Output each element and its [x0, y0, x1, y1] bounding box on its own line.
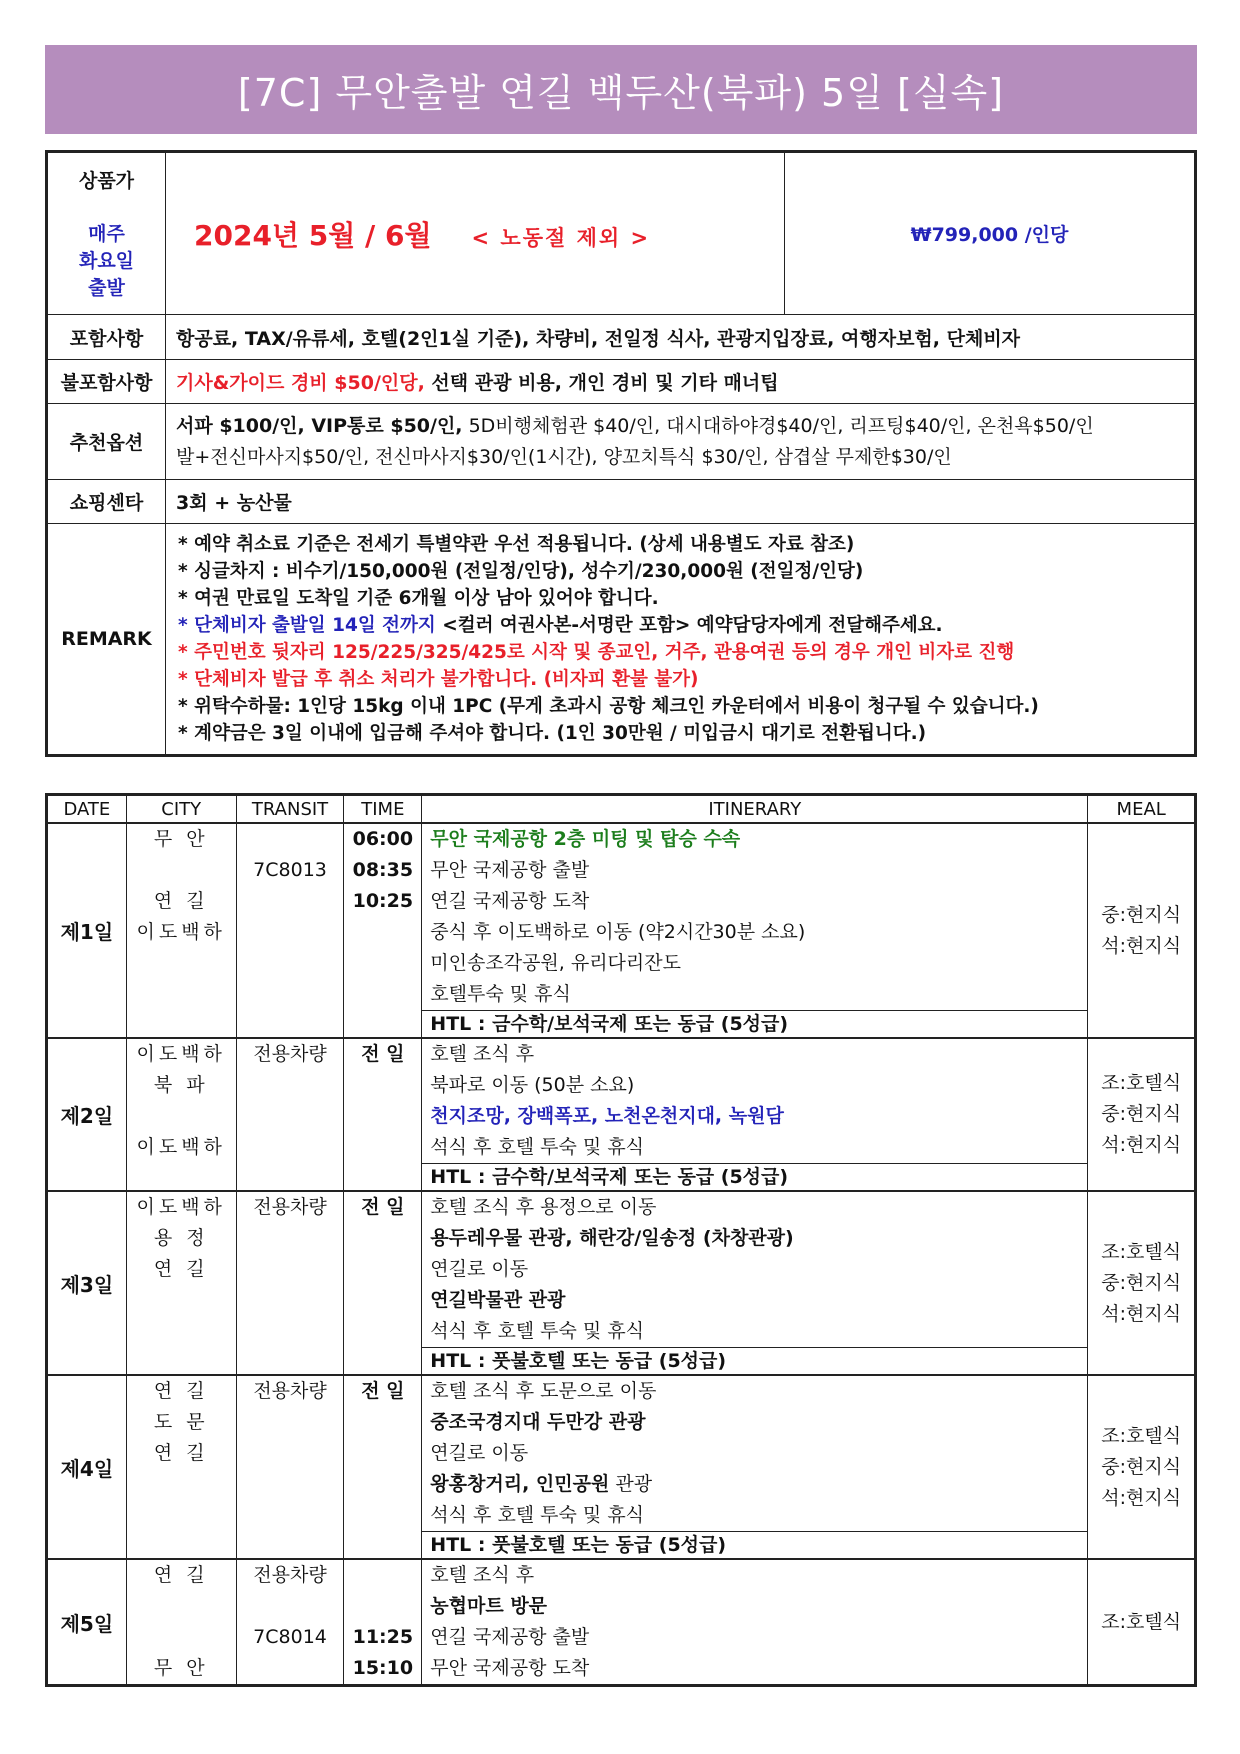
meal-item: 중:현지식 — [1101, 1455, 1182, 1478]
transit — [237, 1132, 344, 1163]
city — [127, 855, 236, 886]
transit — [237, 1223, 344, 1254]
transit: 전용차량 — [253, 1196, 327, 1218]
transit — [237, 948, 344, 979]
transit: 전용차량 — [253, 1564, 327, 1586]
itinerary-text: 용두레우물 관광, 해란강/일송정 (차창관광) — [430, 1227, 794, 1249]
day-label: 제4일 — [47, 1375, 127, 1559]
city — [127, 1285, 236, 1316]
itinerary-line — [422, 1223, 1087, 1254]
included-label: 포함사항 — [47, 315, 166, 360]
time: 전 일 — [361, 1380, 405, 1402]
itinerary-text: 석식 후 호텔 투숙 및 휴식 — [430, 1504, 645, 1526]
meal-item: 석:현지식 — [1101, 1134, 1182, 1156]
time — [344, 1223, 421, 1254]
itinerary-cell — [422, 1191, 1088, 1375]
table-row — [47, 1038, 1196, 1191]
meal-item: 중:현지식 — [1101, 903, 1182, 926]
transit-cell — [236, 1559, 344, 1686]
transit-cell — [236, 1038, 344, 1191]
header-time: TIME — [344, 795, 422, 824]
remark-line-6: * 단체비자 발급 후 취소 처리가 불가합니다. (비자피 환불 불가) — [178, 669, 699, 690]
day-label: 제2일 — [47, 1038, 127, 1191]
itinerary-text: 연길 국제공항 출발 — [430, 1626, 590, 1648]
remark-line-4 — [178, 612, 1184, 639]
meal-cell — [1088, 1559, 1196, 1686]
departure-line-3: 출발 — [88, 276, 125, 299]
meal-cell — [1088, 1191, 1196, 1375]
hotel-line: HTL : 금수학/보석국제 또는 동급 (5성급) — [422, 1163, 1087, 1190]
itinerary-text: 호텔 조식 후 도문으로 이동 — [430, 1380, 657, 1402]
city — [127, 1622, 236, 1653]
city — [127, 1469, 236, 1500]
city: 이도백하 — [136, 1136, 226, 1158]
city: 도 문 — [153, 1411, 209, 1433]
city — [127, 1500, 236, 1531]
transit — [237, 1101, 344, 1132]
transit — [237, 886, 344, 917]
time — [344, 1500, 421, 1531]
excluded-cell — [166, 360, 1196, 404]
time — [344, 1438, 421, 1469]
itinerary-line — [422, 1469, 1087, 1500]
meal-item: 석:현지식 — [1101, 934, 1182, 957]
transit — [237, 1070, 344, 1101]
itinerary-line — [422, 1500, 1087, 1531]
itinerary-line — [422, 1192, 1087, 1223]
remark-line-5: * 주민번호 뒷자리 125/225/325/425로 시작 및 종교인, 거주, 관용여권 등의 경우 개인 비자로 진행 — [178, 642, 1015, 663]
time — [344, 979, 421, 1010]
itinerary-text: 무안 국제공항 2층 미팅 및 탑승 수속 — [430, 828, 741, 850]
hotel-line: HTL : 금수학/보석국제 또는 동급 (5성급) — [422, 1010, 1087, 1037]
remark-list — [166, 524, 1196, 756]
options-line2: 발+전신마사지$50/인, 전신마사지$30/인(1시간), 양꼬치특식 $30/인, 삼겹살 무제한$30/인 — [176, 445, 952, 468]
options-label: 추천옵션 — [47, 404, 166, 480]
table-row — [47, 823, 1196, 1038]
city — [127, 1591, 236, 1622]
transit — [237, 979, 344, 1010]
time: 15:10 — [352, 1657, 414, 1679]
itinerary-text-rest: 관광 — [609, 1473, 653, 1495]
table-row — [47, 1559, 1196, 1686]
header-itinerary: ITINERARY — [422, 795, 1088, 824]
meal-cell — [1088, 1038, 1196, 1191]
transit — [237, 1469, 344, 1500]
remark-line-7: * 위탁수하물: 1인당 15kg 이내 1PC (무게 초과시 공항 체크인 카운터에서 비용이 청구될 수 있습니다.) — [178, 696, 1039, 717]
options-cell — [166, 404, 1196, 480]
itinerary-text: 농협마트 방문 — [430, 1595, 548, 1617]
header-date: DATE — [47, 795, 127, 824]
transit-cell — [236, 1375, 344, 1559]
date-cell — [166, 152, 785, 315]
transit: 7C8014 — [253, 1626, 327, 1648]
itinerary-text: 연길 국제공항 도착 — [430, 890, 590, 912]
city: 이도백하 — [136, 1043, 226, 1065]
itinerary-line — [422, 886, 1087, 917]
itinerary-line — [422, 1285, 1087, 1316]
remark-line-3: * 여권 만료일 도착일 기준 6개월 이상 남아 있어야 합니다. — [178, 588, 659, 609]
itinerary-line — [422, 855, 1087, 886]
city: 이도백하 — [136, 921, 226, 943]
options-line1: 5D비행체험관 $40/인, 대시대하야경$40/인, 리프팅$40/인, 온천욕$50/인 — [462, 414, 1094, 437]
transit — [237, 1254, 344, 1285]
header-transit: TRANSIT — [236, 795, 344, 824]
city — [127, 979, 236, 1010]
itinerary-text: 왕홍창거리, 인민공원 — [430, 1473, 610, 1495]
departure-line-1: 매주 — [88, 222, 125, 245]
time: 10:25 — [352, 890, 414, 912]
hotel-line: HTL : 풋불호텔 또는 동급 (5성급) — [422, 1531, 1087, 1558]
page-title: [7C] 무안출발 연길 백두산(북파) 5일 [실속] — [237, 71, 1005, 115]
itinerary-text: 중조국경지대 두만강 관광 — [430, 1411, 646, 1433]
itinerary-text: 북파로 이동 (50분 소요) — [430, 1074, 635, 1096]
itinerary-line — [422, 1316, 1087, 1347]
table-row — [47, 1191, 1196, 1375]
transit — [237, 1653, 344, 1684]
itinerary-line — [422, 1407, 1087, 1438]
itinerary-cell — [422, 1559, 1088, 1686]
excluded-rest: 선택 관광 비용, 개인 경비 및 기타 매너팁 — [424, 372, 779, 394]
time — [344, 1560, 421, 1591]
day-label: 제1일 — [47, 823, 127, 1038]
transit: 7C8013 — [253, 859, 327, 881]
transit-cell — [236, 1191, 344, 1375]
price-label-cell — [47, 152, 166, 315]
itinerary-text: 석식 후 호텔 투숙 및 휴식 — [430, 1136, 645, 1158]
time — [344, 1407, 421, 1438]
itinerary-line — [422, 1591, 1087, 1622]
travel-date: 2024년 5월 / 6월 — [194, 218, 432, 252]
itinerary-text: 무안 국제공항 도착 — [430, 1657, 590, 1679]
city-cell — [126, 1038, 236, 1191]
meal-cell — [1088, 1375, 1196, 1559]
time — [344, 1591, 421, 1622]
time: 전 일 — [361, 1043, 405, 1065]
itinerary-text: 무안 국제공항 출발 — [430, 859, 590, 881]
city: 북 파 — [153, 1074, 209, 1096]
city: 연 길 — [153, 1258, 209, 1280]
city: 연 길 — [153, 1380, 209, 1402]
remark-line-8: * 계약금은 3일 이내에 입금해 주셔야 합니다. (1인 30만원 / 미입금시 대기로 전환됩니다.) — [178, 723, 927, 744]
time — [344, 1101, 421, 1132]
city: 무 안 — [153, 828, 209, 850]
itinerary-line — [422, 1376, 1087, 1407]
transit — [237, 1407, 344, 1438]
options-bold: 서파 $100/인, VIP통로 $50/인, — [176, 414, 463, 437]
itinerary-cell — [422, 1038, 1088, 1191]
meal-cell — [1088, 823, 1196, 1038]
itinerary-line — [422, 1039, 1087, 1070]
meal-item: 조:호텔식 — [1101, 1240, 1182, 1263]
itinerary-cell — [422, 823, 1088, 1038]
city — [127, 1101, 236, 1132]
remark-line-2: * 싱글차지 : 비수기/150,000원 (전일정/인당), 성수기/230,000원 (전일정/인당) — [178, 561, 864, 582]
itinerary-table — [45, 793, 1197, 1687]
city: 무 안 — [153, 1657, 209, 1679]
time-cell — [344, 1191, 422, 1375]
city: 이도백하 — [136, 1196, 226, 1218]
itinerary-line — [422, 1132, 1087, 1163]
city: 연 길 — [153, 1442, 209, 1464]
time: 전 일 — [361, 1196, 405, 1218]
remark-visa-rest: <컬러 여권사본-서명란 포함> 예약담당자에게 전달해주세요. — [435, 615, 943, 636]
time — [344, 1254, 421, 1285]
time: 11:25 — [352, 1626, 414, 1648]
meal-item: 조:호텔식 — [1101, 1072, 1182, 1094]
table-row — [47, 1375, 1196, 1559]
meal-item: 조:호텔식 — [1101, 1424, 1182, 1447]
itinerary-line — [422, 1438, 1087, 1469]
shopping-text: 3회 + 농산물 — [166, 480, 1196, 524]
itinerary-text: 중식 후 이도백하로 이동 (약2시간30분 소요) — [430, 921, 806, 943]
transit: 전용차량 — [253, 1380, 327, 1402]
meal-item: 조:호텔식 — [1101, 1610, 1182, 1633]
itinerary-text: 석식 후 호텔 투숙 및 휴식 — [430, 1320, 645, 1342]
city-cell — [126, 1375, 236, 1559]
meal-item: 중:현지식 — [1101, 1271, 1182, 1294]
transit — [237, 917, 344, 948]
city — [127, 948, 236, 979]
itinerary-text: 호텔 조식 후 — [430, 1564, 535, 1586]
itinerary-text: 천지조망, 장백폭포, 노천온천지대, 녹원담 — [430, 1105, 784, 1127]
transit: 전용차량 — [253, 1043, 327, 1065]
meal-item: 중:현지식 — [1101, 1103, 1182, 1125]
time — [344, 1469, 421, 1500]
remark-visa-deadline: * 단체비자 출발일 14일 전까지 — [178, 615, 436, 636]
city-cell — [126, 1559, 236, 1686]
itinerary-text: 미인송조각공원, 유리다리잔도 — [430, 952, 681, 974]
time — [344, 1132, 421, 1163]
header-meal: MEAL — [1088, 795, 1196, 824]
transit — [237, 1438, 344, 1469]
remark-label: REMARK — [47, 524, 166, 756]
city: 연 길 — [153, 890, 209, 912]
itinerary-text: 연길박물관 관광 — [430, 1289, 566, 1311]
transit — [237, 1591, 344, 1622]
shopping-label: 쇼핑센타 — [47, 480, 166, 524]
itinerary-line — [422, 1254, 1087, 1285]
excluded-guide-fee: 기사&가이드 경비 $50/인당, — [176, 372, 425, 394]
itinerary-cell — [422, 1375, 1088, 1559]
time-cell — [344, 1038, 422, 1191]
time — [344, 1285, 421, 1316]
city-cell — [126, 823, 236, 1038]
itinerary-line — [422, 917, 1087, 948]
price-label: 상품가 — [78, 169, 135, 192]
time — [344, 1316, 421, 1347]
itinerary-text: 연길로 이동 — [430, 1258, 529, 1280]
itinerary-text: 호텔 조식 후 — [430, 1043, 535, 1065]
meal-item: 석:현지식 — [1101, 1486, 1182, 1509]
time: 08:35 — [352, 859, 414, 881]
itinerary-line — [422, 824, 1087, 855]
time — [344, 917, 421, 948]
included-text: 항공료, TAX/유류세, 호텔(2인1실 기준), 차량비, 전일정 식사, 관광지입장료, 여행자보험, 단체비자 — [166, 315, 1196, 360]
time — [344, 1070, 421, 1101]
price-amount: ₩799,000 /인당 — [785, 152, 1196, 315]
itinerary-line — [422, 1101, 1087, 1132]
itinerary-text: 연길로 이동 — [430, 1442, 529, 1464]
day-label: 제3일 — [47, 1191, 127, 1375]
city: 용 정 — [153, 1227, 209, 1249]
itinerary-line — [422, 1653, 1087, 1684]
time-cell — [344, 823, 422, 1038]
itinerary-line — [422, 979, 1087, 1010]
meal-item: 석:현지식 — [1101, 1302, 1182, 1325]
date-note: < 노동절 제외 > — [471, 225, 651, 250]
itinerary-line — [422, 1070, 1087, 1101]
title-banner — [45, 45, 1197, 134]
transit — [237, 1500, 344, 1531]
transit — [237, 1285, 344, 1316]
time-cell — [344, 1375, 422, 1559]
time: 06:00 — [352, 828, 414, 850]
header-city: CITY — [126, 795, 236, 824]
itinerary-line — [422, 948, 1087, 979]
hotel-line: HTL : 풋불호텔 또는 동급 (5성급) — [422, 1347, 1087, 1374]
transit — [237, 824, 344, 855]
itinerary-text: 호텔투숙 및 휴식 — [430, 983, 571, 1005]
transit-cell — [236, 823, 344, 1038]
departure-line-2: 화요일 — [78, 249, 135, 272]
itinerary-line — [422, 1560, 1087, 1591]
city — [127, 1316, 236, 1347]
excluded-label: 불포함사항 — [47, 360, 166, 404]
city: 연 길 — [153, 1564, 209, 1586]
product-info-table — [45, 150, 1197, 757]
time-cell — [344, 1559, 422, 1686]
transit — [237, 1316, 344, 1347]
remark-line-1: * 예약 취소료 기준은 전세기 특별약관 우선 적용됩니다. (상세 내용별도 자료 참조) — [178, 534, 855, 555]
time — [344, 948, 421, 979]
itinerary-text: 호텔 조식 후 용정으로 이동 — [430, 1196, 657, 1218]
city-cell — [126, 1191, 236, 1375]
itinerary-line — [422, 1622, 1087, 1653]
day-label: 제5일 — [47, 1559, 127, 1686]
